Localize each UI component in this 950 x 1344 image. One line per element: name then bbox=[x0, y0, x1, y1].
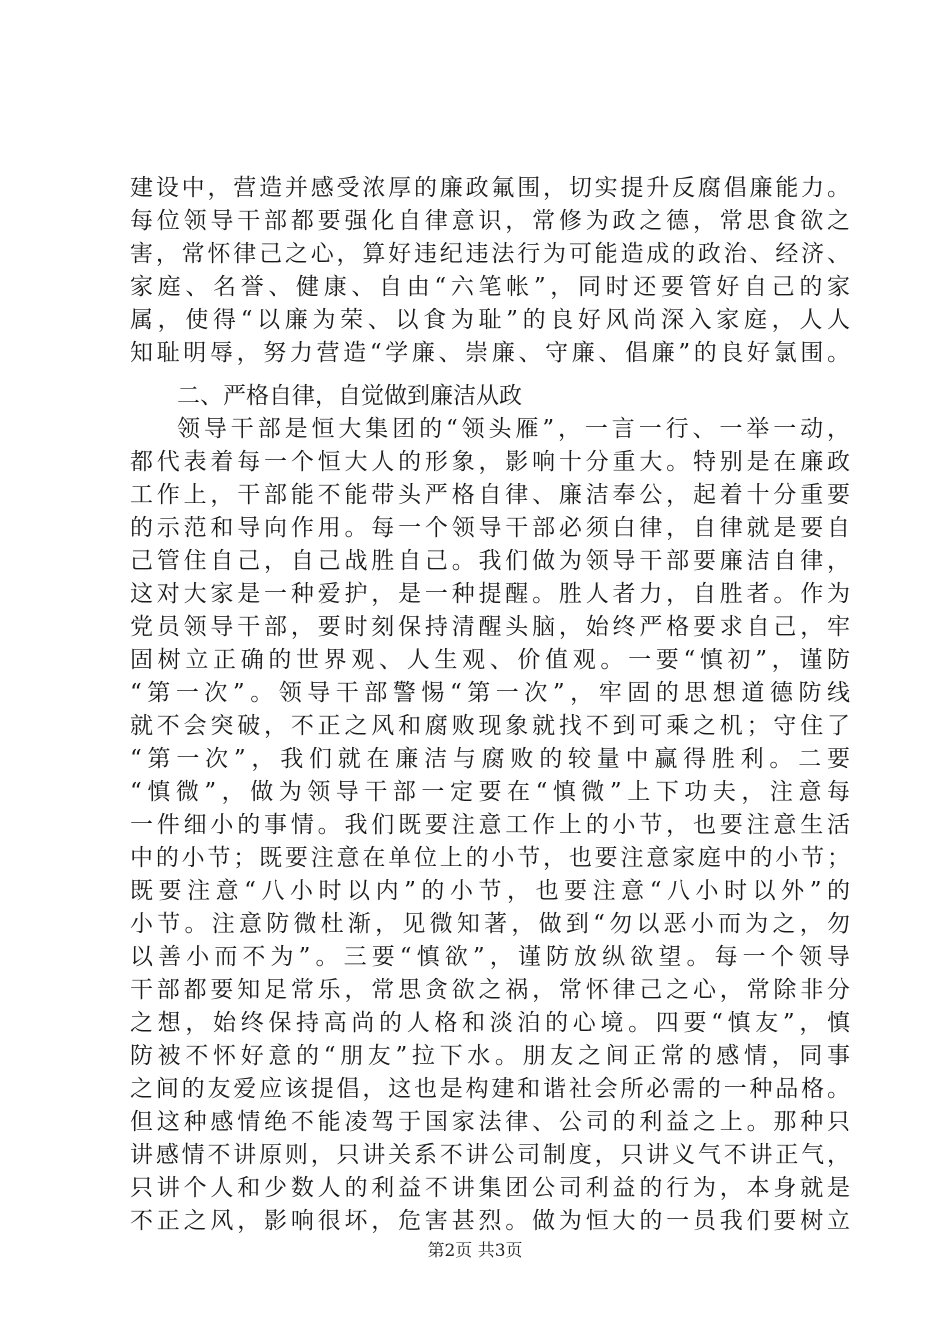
text-line: 不正之风，影响很坏，危害甚烈。做为恒大的一员我们要树立 bbox=[130, 1208, 850, 1234]
text-line: “慎微”，做为领导干部一定要在“慎微”上下功夫，注意每 bbox=[130, 779, 850, 805]
text-line: 中的小节；既要注意在单位上的小节，也要注意家庭中的小节； bbox=[130, 845, 850, 871]
text-line: 己管住自己，自己战胜自己。我们做为领导干部要廉洁自律， bbox=[130, 548, 850, 574]
paragraph-1 bbox=[130, 172, 850, 370]
text-line: 讲感情不讲原则，只讲关系不讲公司制度，只讲义气不讲正气， bbox=[130, 1142, 850, 1168]
text-line: “第一次”。领导干部警惕“第一次”，牢固的思想道德防线 bbox=[130, 680, 850, 706]
text-line: 这对大家是一种爱护，是一种提醒。胜人者力，自胜者。作为 bbox=[130, 581, 850, 607]
paragraph-2 bbox=[130, 413, 850, 1238]
text-line: 属，使得“以廉为荣、以食为耻”的良好风尚深入家庭，人人 bbox=[130, 307, 850, 333]
text-line: 党员领导干部，要时刻保持清醒头脑，始终严格要求自己，牢 bbox=[130, 614, 850, 640]
text-line: “第一次”，我们就在廉洁与腐败的较量中赢得胜利。二要 bbox=[130, 746, 850, 772]
text-line: 防被不怀好意的“朋友”拉下水。朋友之间正常的感情，同事 bbox=[130, 1043, 850, 1069]
page-number-footer: 第2页 共3页 bbox=[427, 1241, 523, 1261]
text-line: 都代表着每一个恒大人的形象，影响十分重大。特别是在廉政 bbox=[130, 449, 850, 475]
text-line: 知耻明辱，努力营造“学廉、崇廉、守廉、倡廉”的良好氯围。 bbox=[130, 340, 850, 366]
section-heading: 二、严格自律，自觉做到廉洁从政 bbox=[177, 383, 522, 409]
text-line: 只讲个人和少数人的利益不讲集团公司利益的行为，本身就是 bbox=[130, 1175, 850, 1201]
text-line: 小节。注意防微杜渐，见微知著，做到“勿以恶小而为之，勿 bbox=[130, 911, 850, 937]
text-line: 就不会突破，不正之风和腐败现象就找不到可乘之机；守住了 bbox=[130, 713, 850, 739]
text-line: 家庭、名誉、健康、自由“六笔帐”，同时还要管好自己的家 bbox=[130, 274, 850, 300]
text-line: 干部都要知足常乐，常思贪欲之祸，常怀律己之心，常除非分 bbox=[130, 977, 850, 1003]
text-line: 固树立正确的世界观、人生观、价值观。一要“慎初”，谨防 bbox=[130, 647, 850, 673]
text-line: 工作上，干部能不能带头严格自律、廉洁奉公，起着十分重要 bbox=[130, 482, 850, 508]
text-line: 一件细小的事情。我们既要注意工作上的小节，也要注意生活 bbox=[130, 812, 850, 838]
text-line: 领导干部是恒大集团的“领头雁”，一言一行、一举一动， bbox=[177, 416, 850, 442]
text-line: 每位领导干部都要强化自律意识，常修为政之德，常思食欲之 bbox=[130, 208, 850, 234]
text-line: 既要注意“八小时以内”的小节，也要注意“八小时以外”的 bbox=[130, 878, 850, 904]
text-line: 的示范和导向作用。每一个领导干部必须白律，自律就是要自 bbox=[130, 515, 850, 541]
text-line: 以善小而不为”。三要“慎欲”，谨防放纵欲望。每一个领导 bbox=[130, 944, 850, 970]
text-line: 但这种感情绝不能凌驾于国家法律、公司的利益之上。那种只 bbox=[130, 1109, 850, 1135]
text-line: 害，常怀律己之心，算好违纪违法行为可能造成的政治、经济、 bbox=[130, 241, 850, 267]
text-line: 之想，始终保持高尚的人格和淡泊的心境。四要“慎友”，慎 bbox=[130, 1010, 850, 1036]
text-line: 之间的友爱应该提倡，这也是构建和谐社会所必需的一种品格。 bbox=[130, 1076, 850, 1102]
text-line: 建设中，营造并感受浓厚的廉政氟围，切实提升反腐倡廉能力。 bbox=[130, 175, 850, 201]
